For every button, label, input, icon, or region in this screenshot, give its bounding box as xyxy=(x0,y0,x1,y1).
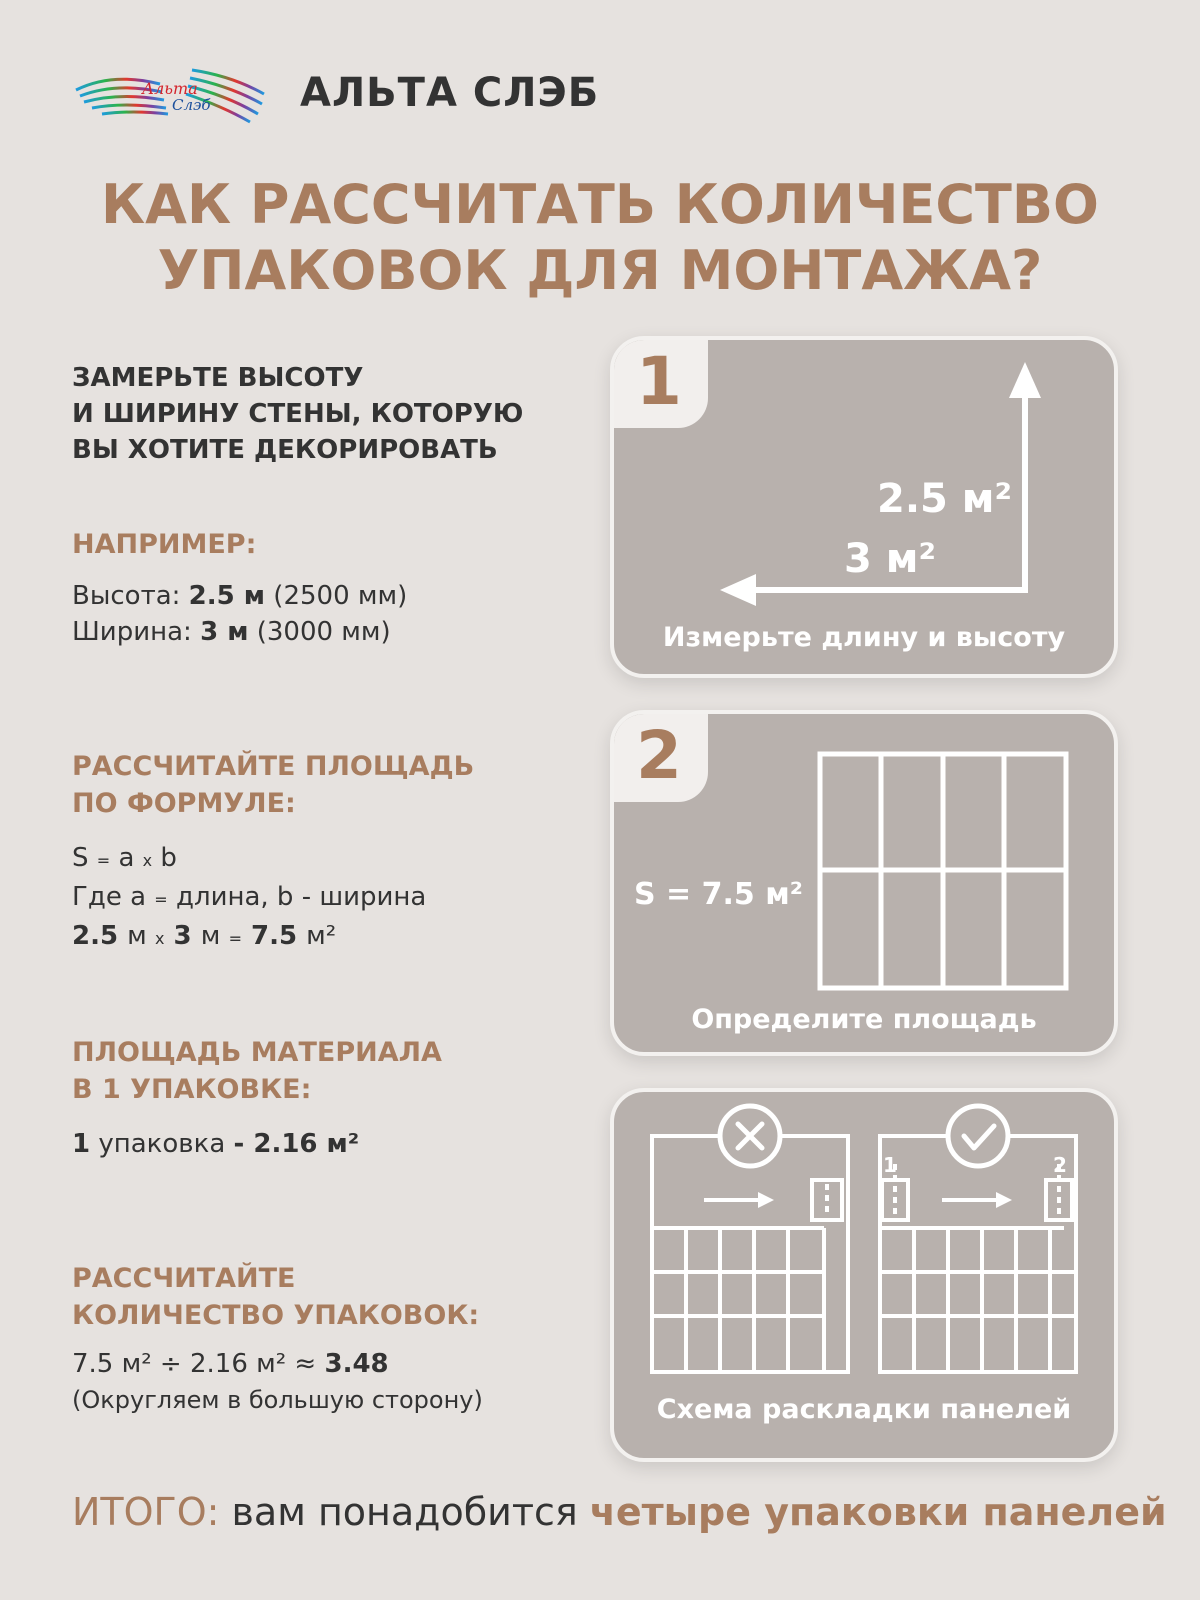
step4-heading-line: РАССЧИТАЙТЕ xyxy=(72,1263,296,1294)
package-calc xyxy=(72,1346,572,1418)
step-badge-2: 2 xyxy=(610,710,708,802)
where-line xyxy=(72,879,572,918)
summary-text: вам понадобится xyxy=(219,1490,590,1534)
calc-v2: 3 xyxy=(164,921,201,951)
height-dimension: 2.5 м² xyxy=(877,476,1012,522)
height-line xyxy=(72,578,572,614)
card-measure xyxy=(610,336,1118,678)
package-value: - 2.16 м² xyxy=(233,1129,360,1159)
width-label: Ширина: xyxy=(72,617,201,647)
check-mark-icon xyxy=(948,1106,1008,1166)
package-calc-a: 7.5 м² ÷ 2.16 м² ≈ xyxy=(72,1349,325,1379)
step3-heading-line: ПЛОЩАДЬ МАТЕРИАЛА xyxy=(72,1037,442,1068)
step3-heading-line: В 1 УПАКОВКЕ: xyxy=(72,1074,312,1105)
calc-line xyxy=(72,918,572,957)
correct-scheme xyxy=(880,1136,1076,1372)
brand-logo xyxy=(72,64,268,128)
panel-grid-lines xyxy=(820,754,1066,988)
step2-heading xyxy=(72,748,572,822)
example-heading: НАПРИМЕР: xyxy=(72,529,257,560)
logo-word-2: Слэб xyxy=(172,96,211,114)
package-count: 1 xyxy=(72,1129,91,1159)
step-badge-1: 1 xyxy=(610,336,708,428)
calc-v1: 2.5 xyxy=(72,921,128,951)
width-value: 3 м xyxy=(200,617,249,647)
summary xyxy=(72,1490,1167,1534)
formula-eq: = xyxy=(96,851,111,870)
summary-result: четыре упаковки панелей xyxy=(589,1490,1167,1534)
formula-x: x xyxy=(142,851,153,870)
package-calc-result: 3.48 xyxy=(324,1349,389,1379)
step1-heading-line: ЗАМЕРЬТЕ ВЫСОТУ xyxy=(72,363,364,393)
area-label: S = 7.5 м² xyxy=(634,877,803,912)
step4-heading xyxy=(72,1260,572,1334)
formula-b: b xyxy=(152,843,177,873)
step1-heading-line: ВЫ ХОТИТЕ ДЕКОРИРОВАТЬ xyxy=(72,435,498,465)
card2-caption: Определите площадь xyxy=(691,1004,1037,1035)
panel-number-1: 1 xyxy=(883,1153,897,1177)
calc-eq: = xyxy=(228,929,242,948)
example-values xyxy=(72,578,572,650)
width-line xyxy=(72,614,572,650)
step2-heading-line: ПО ФОРМУЛЕ: xyxy=(72,788,296,819)
card-layout xyxy=(610,1088,1118,1462)
where-t1: Где a xyxy=(72,882,155,912)
height-label: Высота: xyxy=(72,581,189,611)
brand-name: АЛЬТА СЛЭБ xyxy=(300,70,600,116)
card3-caption: Схема раскладки панелей xyxy=(656,1394,1072,1425)
arrow-right-icon xyxy=(996,1192,1012,1208)
formula-s: S xyxy=(72,843,97,873)
calc-u2: м xyxy=(200,921,229,951)
panel-number-2: 2 xyxy=(1053,1153,1067,1177)
package-calc-line xyxy=(72,1346,572,1382)
step3-heading xyxy=(72,1034,572,1108)
calc-u1: м xyxy=(127,921,156,951)
package-area xyxy=(72,1126,572,1162)
where-t2: длина, b - ширина xyxy=(167,882,427,912)
rounding-note: (Округляем в большую сторону) xyxy=(72,1386,483,1414)
calc-x: x xyxy=(155,929,165,948)
arrow-right-icon xyxy=(758,1192,774,1208)
summary-label: ИТОГО: xyxy=(72,1490,220,1534)
calc-v3: 7.5 xyxy=(241,921,307,951)
width-extra: (3000 мм) xyxy=(248,617,391,647)
step1-heading-line: И ШИРИНУ СТЕНЫ, КОТОРУЮ xyxy=(72,399,524,429)
wrong-scheme xyxy=(652,1136,848,1372)
package-label: упаковка xyxy=(90,1129,234,1159)
height-value: 2.5 м xyxy=(188,581,266,611)
page-title xyxy=(0,172,1200,304)
logo-word-1: Альта xyxy=(142,79,198,98)
page-title-line-2: УПАКОВОК ДЛЯ МОНТАЖА? xyxy=(157,239,1043,302)
formula-a: a xyxy=(110,843,143,873)
step1-heading xyxy=(72,360,572,468)
calc-u3: м² xyxy=(306,921,337,951)
step4-heading-line: КОЛИЧЕСТВО УПАКОВОК: xyxy=(72,1300,480,1331)
arrow-left-icon xyxy=(720,574,756,606)
card-area xyxy=(610,710,1118,1056)
page-title-line-1: КАК РАССЧИТАТЬ КОЛИЧЕСТВО xyxy=(101,173,1099,236)
formula-block xyxy=(72,840,572,957)
height-extra: (2500 мм) xyxy=(265,581,408,611)
where-eq: = xyxy=(154,890,168,909)
arrow-up-icon xyxy=(1009,362,1041,398)
width-dimension: 3 м² xyxy=(844,536,936,582)
card1-caption: Измерьте длину и высоту xyxy=(662,622,1066,653)
step2-heading-line: РАССЧИТАЙТЕ ПЛОЩАДЬ xyxy=(72,751,475,782)
formula-line xyxy=(72,840,572,879)
